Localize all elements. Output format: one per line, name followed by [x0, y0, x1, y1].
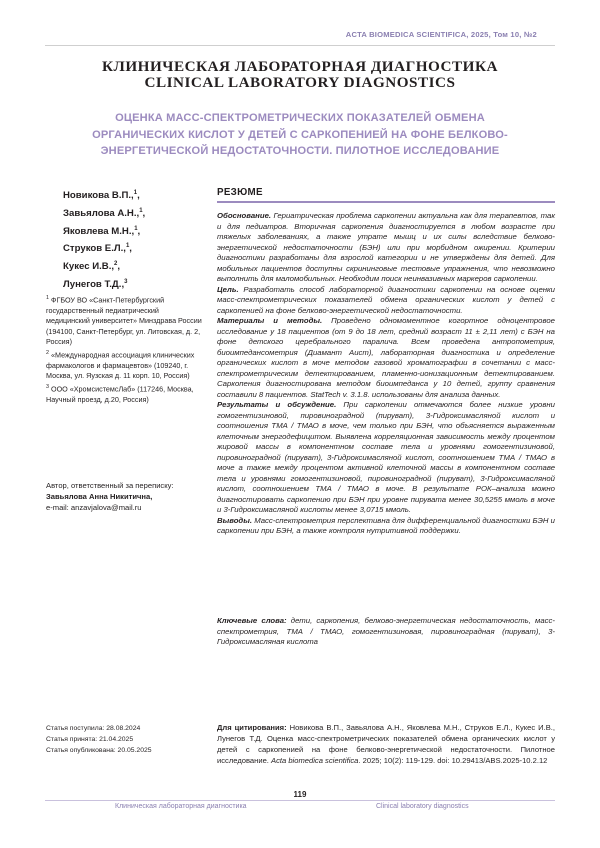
- abstract-divider: [217, 201, 555, 203]
- title-line: ОРГАНИЧЕСКИХ КИСЛОТ У ДЕТЕЙ С САРКОПЕНИЕЙ НА ФОНЕ БЕЛКОВО-: [40, 127, 560, 144]
- date-published: Статья опубликована: 20.05.2025: [46, 746, 152, 757]
- title-line: ЭНЕРГЕТИЧЕСКОЙ НЕДОСТАТОЧНОСТИ. ПИЛОТНОЕ ИССЛЕДОВАНИЕ: [40, 143, 560, 160]
- correspondence-name: Завьялова Анна Никитична,: [46, 491, 216, 502]
- affiliation: 3 ООО «ХромсистемсЛаб» (117246, Москва, Научный проезд, д.20, Россия): [46, 382, 204, 405]
- abstract-conclusions: Выводы. Масс-спектрометрия перспективна для дифференциальной диагностики БЭН и саркопении при БЭН, а также контроля нутритивной поддержки.: [217, 516, 555, 537]
- abstract-methods: Материалы и методы. Проведено одномоментное когортное одноцентровое исследование у 18 пациентов (от 9 до 18 лет, средний возраст 11 ± 2,11 лет) с БЭН на фоне детского церебрального паралича. Всем проведена антропометрия, биоимпедансометрия (Диамант Аист), лабораторная диагностика и определение органических кислот в моче методом газовой хроматографии в сочетании с масс-спектрометрическим детектированием, пламенно-ионизационным детектированием. Саркопения диагностирована методом биоимпеданса у 10 детей, группу сравнения составили 8 пациентов. StatTech v. 3.1.8. использованы для анализа данных.: [217, 316, 555, 400]
- header-divider: [45, 45, 555, 46]
- abstract-heading: РЕЗЮМЕ: [217, 187, 263, 198]
- author: Яковлева М.Н.,1,: [63, 222, 145, 240]
- keywords: Ключевые слова: дети, саркопения, белково-энергетическая недостаточность, масс-спектрометрия, ТМА / ТМАО, гомогентизиновая, пировиноградная (пируват), 3-Гидроксимасляная кислота: [217, 616, 555, 648]
- date-accepted: Статья принята: 21.04.2025: [46, 735, 152, 746]
- title-line: ОЦЕНКА МАСС-СПЕКТРОМЕТРИЧЕСКИХ ПОКАЗАТЕЛЕЙ ОБМЕНА: [40, 110, 560, 127]
- date-received: Статья поступила: 28.08.2024: [46, 724, 152, 735]
- correspondence-block: [46, 480, 216, 514]
- footer-section-ru: Клиническая лабораторная диагностика: [115, 803, 247, 810]
- abstract-body: [217, 211, 555, 537]
- journal-header: ACTA BIOMEDICA SCIENTIFICA, 2025, Том 10, №2: [346, 30, 537, 39]
- abstract-aim: Цель. Разработать способ лабораторной диагностики саркопении на основе оценки масс-спектрометрических показателей обмена органических кислот у детей с саркопенией на фоне белково-энергетической недостаточности.: [217, 285, 555, 317]
- affiliations: [46, 293, 204, 405]
- affiliation: 2 «Международная ассоциация клинических фармакологов и фармацевтов» (109240, г. Москва, ул. Яузская д. 11 корп. 10, Россия): [46, 348, 204, 382]
- article-dates: [46, 724, 152, 756]
- correspondence-email[interactable]: e-mail: anzavjalova@mail.ru: [46, 502, 216, 513]
- author: Лунегов Т.Д.,3: [63, 275, 145, 293]
- page-number: 119: [0, 790, 600, 799]
- article-title: [40, 110, 560, 160]
- abstract-results: Результаты и обсуждение. При саркопении отмечаются более низкие уровни гомогентизиновой, пировиноградной (пируват), 3-Гидроксимасляной кислот и соотношения ТМА / ТМАО в моче, чем только при БЭН, что объясняется выраженным клеточным энергодефицитом. Выявлена корреляционная зависимость между процентом жировой массы в компонентном составе тела и уровнями гомогентизиновой, пировиноградной (пируват), 3-Гидроксимасляной кислот, соотношением ТМА / ТМАО в моче а также между процентом активной клеточной массы в компонентном составе тела и уровнями гомогентизиновой, пировиноградной (пируват), 3-Гидроксимасляной кислот, соотношением ТМА / ТМАО в моче. В результате РОК–анализа можно диагностировать саркопению при БЭН при уровне пирувата менее 30,5255 ммоль в моче и 3-Гидроксимасляной кислоты менее 3,0715 ммоль.: [217, 400, 555, 516]
- author: Завьялова А.Н.,1,: [63, 204, 145, 222]
- section-title-ru: КЛИНИЧЕСКАЯ ЛАБОРАТОРНАЯ ДИАГНОСТИКА: [40, 58, 560, 76]
- author-list: [63, 186, 145, 293]
- footer-section-en: Clinical laboratory diagnostics: [376, 803, 469, 810]
- section-title-en: CLINICAL LABORATORY DIAGNOSTICS: [40, 74, 560, 92]
- affiliation: 1 ФГБОУ ВО «Санкт-Петербургский государственный педиатрический медицинский университет» Минздрава России (194100, Санкт-Петербург, ул. Литовская, д. 2, Россия): [46, 293, 204, 348]
- footer-divider: [45, 800, 555, 801]
- author: Новикова В.П.,1,: [63, 186, 145, 204]
- author: Кукес И.В.,2,: [63, 257, 145, 275]
- abstract-background: Обоснование. Гериатрическая проблема саркопении актуальна как для терапевтов, так и для педиатров. Вторичная саркопения диагностируется в любом возрасте при тяжелых заболеваниях, а также утрате мышц и их силы вследствие белково-энергетической недостаточности (БЭН) или при морбидном ожирении. Критерии диагностики разработаны для взрослой категории и не утверждены для детей. Для мобильных пациентов доступны скрининговые тестовые упражнения, что невозможно выполнить для маломобильных. Необходим поиск неинвазивных маркеров саркопении.: [217, 211, 555, 285]
- author: Струков Е.Л.,1,: [63, 239, 145, 257]
- citation: Для цитирования: Новикова В.П., Завьялова А.Н., Яковлева М.Н., Струков Е.Л., Кукес И.В., Лунегов Т.Д. Оценка масс-спектрометрических показателей обмена органических кислот у детей с саркопенией на фоне белково-энергетической недостаточности. Пилотное исследование. Acta biomedica scientifica. 2025; 10(2): 119-129. doi: 10.29413/ABS.2025-10.2.12: [217, 722, 555, 766]
- correspondence-label: Автор, ответственный за переписку:: [46, 480, 216, 491]
